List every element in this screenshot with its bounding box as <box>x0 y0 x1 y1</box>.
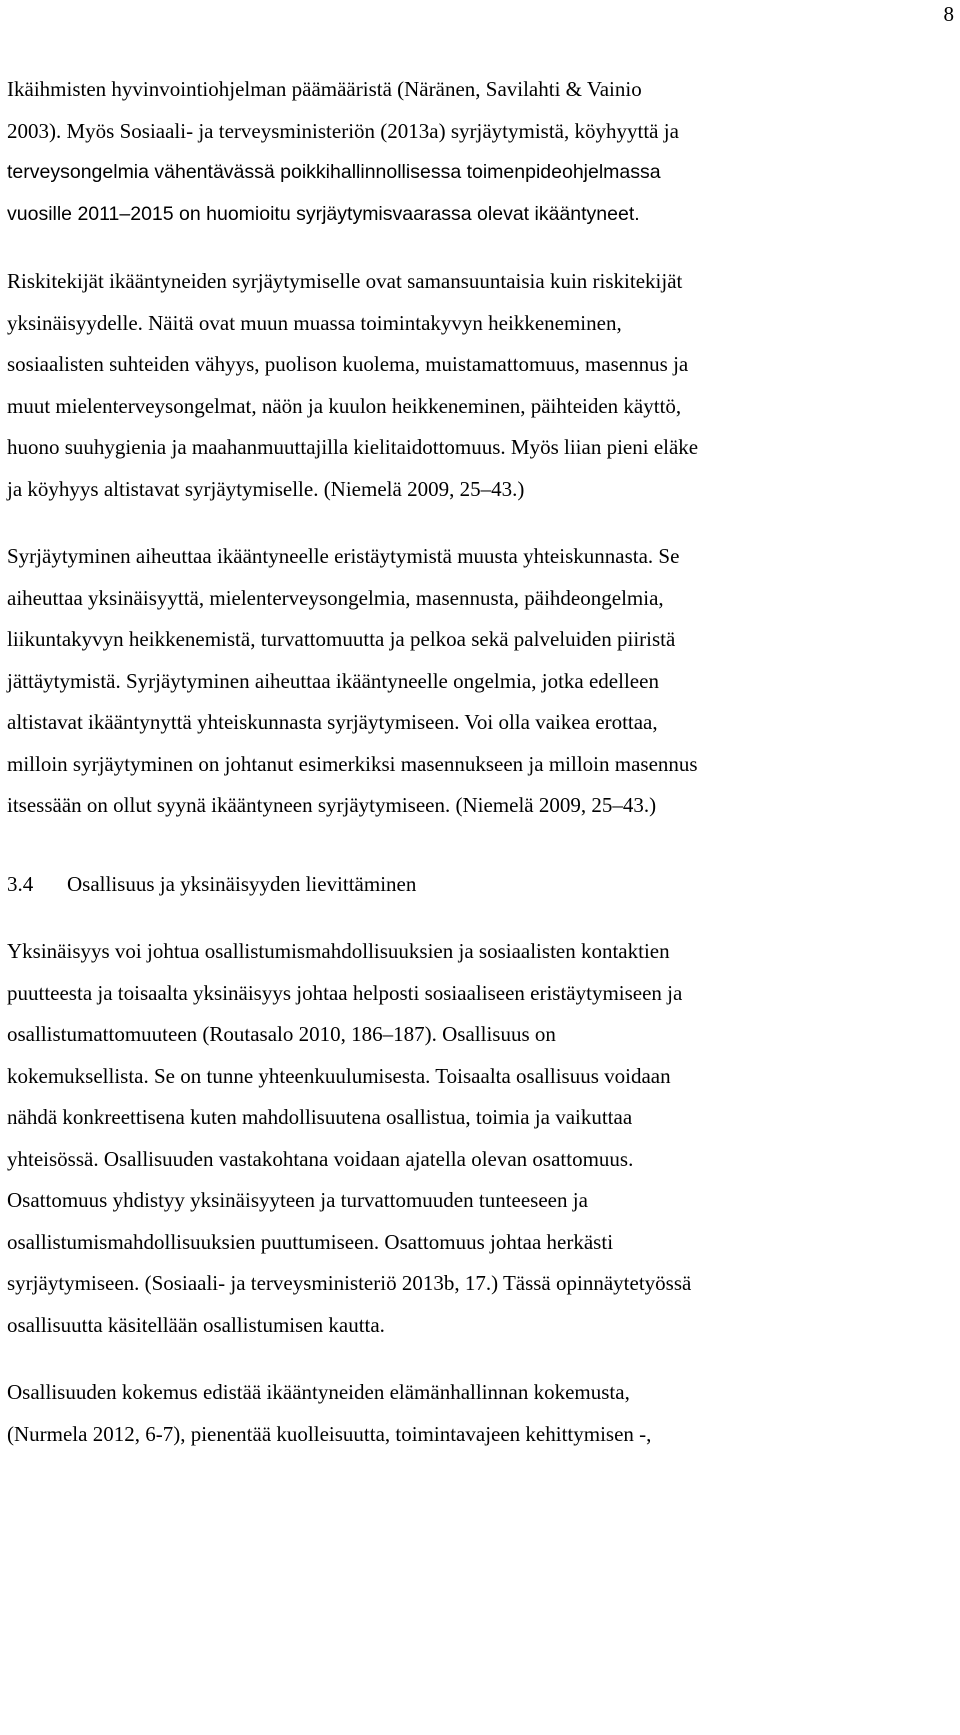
paragraph-line: Syrjäytyminen aiheuttaa ikääntyneelle eristäytymistä muusta yhteiskunnasta. Se <box>7 544 680 568</box>
paragraph-line: Osallisuuden kokemus edistää ikääntyneiden elämänhallinnan kokemusta, <box>7 1380 630 1404</box>
paragraph-line: muut mielenterveysongelmat, näön ja kuulon heikkeneminen, päihteiden käyttö, <box>7 393 682 418</box>
paragraph-line: Riskitekijät ikääntyneiden syrjäytymiselle ovat samansuuntaisia kuin riskitekijät <box>7 269 683 293</box>
paragraph-line: kokemuksellista. Se on tunne yhteenkuulumisesta. Toisaalta osallisuus voidaan <box>7 1063 671 1088</box>
paragraph-line: puutteesta ja toisaalta yksinäisyys johtaa helposti sosiaaliseen eristäytymiseen ja <box>7 980 683 1005</box>
paragraph-line: yhteisössä. Osallisuuden vastakohtana voidaan ajatella olevan osattomuus. <box>7 1146 634 1171</box>
section-title: Osallisuus ja yksinäisyyden lievittäminen <box>67 871 417 896</box>
paragraph-line: osallistumattomuuteen (Routasalo 2010, 186–187). Osallisuus on <box>7 1022 556 1046</box>
paragraph-line: Yksinäisyys voi johtua osallistumismahdollisuuksien ja sosiaalisten kontaktien <box>7 939 670 963</box>
paragraph-line: jättäytymistä. Syrjäytyminen aiheuttaa ikääntyneelle ongelmia, jotka edelleen <box>7 668 659 693</box>
section-number: 3.4 <box>7 871 34 896</box>
paragraph-line: osallisuutta käsitellään osallistumisen kautta. <box>7 1312 385 1337</box>
paragraph-4 <box>7 931 952 1346</box>
paragraph-line: liikuntakyvyn heikkenemistä, turvattomuutta ja pelkoa sekä palveluiden piiristä <box>7 627 676 651</box>
paragraph-line: milloin syrjäytyminen on johtanut esimerkiksi masennukseen ja milloin masennus <box>7 751 698 776</box>
paragraph-2 <box>7 261 952 510</box>
section-heading <box>7 864 952 906</box>
paragraph-line: syrjäytymiseen. (Sosiaali- ja terveysministeriö 2013b, 17.) Tässä opinnäytetyössä <box>7 1271 692 1295</box>
paragraph-line: 2003). Myös Sosiaali- ja terveysministeriön (2013a) syrjäytymistä, köyhyyttä ja <box>7 118 679 143</box>
paragraph-line: huono suuhygienia ja maahanmuuttajilla kielitaidottomuus. Myös liian pieni eläke <box>7 435 699 459</box>
page-number: 8 <box>943 2 954 26</box>
paragraph-line: sosiaalisten suhteiden vähyys, puolison kuolema, muistamattomuus, masennus ja <box>7 352 689 376</box>
paragraph-line: terveysongelmia vähentävässä poikkihallinnollisessa toimenpideohjelmassa <box>7 161 661 183</box>
paragraph-line: ja köyhyys altistavat syrjäytymiselle. (Niemelä 2009, 25–43.) <box>7 476 525 501</box>
paragraph-5 <box>7 1372 952 1455</box>
paragraph-1 <box>7 69 952 235</box>
paragraph-line: aiheuttaa yksinäisyyttä, mielenterveysongelmia, masennusta, päihdeongelmia, <box>7 585 664 610</box>
document-body <box>7 69 952 1455</box>
paragraph-line: nähdä konkreettisena kuten mahdollisuutena osallistua, toimia ja vaikuttaa <box>7 1105 633 1129</box>
paragraph-line: (Nurmela 2012, 6-7), pienentää kuolleisuutta, toimintavajeen kehittymisen -, <box>7 1421 652 1446</box>
paragraph-3 <box>7 536 952 827</box>
paragraph-line: itsessään on ollut syynä ikääntyneen syrjäytymiseen. (Niemelä 2009, 25–43.) <box>7 793 657 817</box>
paragraph-line: yksinäisyydelle. Näitä ovat muun muassa toimintakyvyn heikkeneminen, <box>7 310 622 335</box>
paragraph-line: Ikäihmisten hyvinvointiohjelman päämääristä (Näränen, Savilahti & Vainio <box>7 77 642 101</box>
paragraph-line: Osattomuus yhdistyy yksinäisyyteen ja turvattomuuden tunteeseen ja <box>7 1188 588 1212</box>
paragraph-line: osallistumismahdollisuuksien puuttumiseen. Osattomuus johtaa herkästi <box>7 1229 614 1254</box>
paragraph-line: vuosille 2011–2015 on huomioitu syrjäytymisvaarassa olevat ikääntyneet. <box>7 202 640 225</box>
paragraph-line: altistavat ikääntynyttä yhteiskunnasta syrjäytymiseen. Voi olla vaikea erottaa, <box>7 710 658 734</box>
